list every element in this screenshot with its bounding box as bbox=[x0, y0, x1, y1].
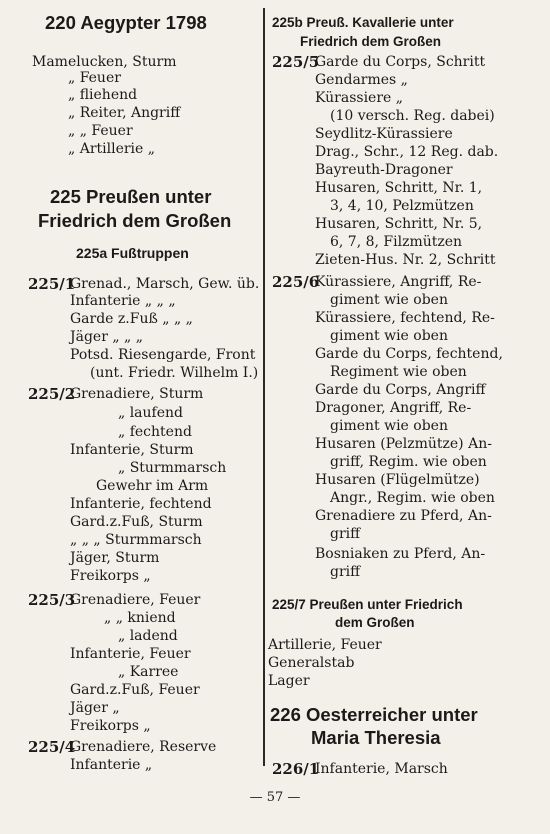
entry-line: 6, 7, 8, Filzmützen bbox=[330, 234, 463, 250]
entry-line: Freikorps „ bbox=[70, 568, 151, 584]
entry-line: „ laufend bbox=[118, 405, 183, 421]
entry-line: Regiment wie oben bbox=[330, 364, 467, 380]
entry-line: Seydlitz-Kürassiere bbox=[315, 126, 453, 142]
heading-226: 226 Oesterreicher unter bbox=[270, 704, 478, 725]
entry-line: Bosniaken zu Pferd, An- bbox=[315, 546, 486, 562]
entry-number: 226/1 bbox=[272, 760, 320, 778]
heading-225: 225 Preußen unter bbox=[50, 186, 212, 207]
entry-line: „ Artillerie „ bbox=[68, 141, 156, 157]
entry-line: Infanterie, Sturm bbox=[70, 442, 194, 458]
entry-line: Gard.z.Fuß, Feuer bbox=[70, 682, 200, 698]
entry-line: Gendarmes „ bbox=[315, 72, 408, 88]
entry-line: „ Sturmmarsch bbox=[118, 460, 227, 476]
entry-line: griff bbox=[330, 526, 361, 542]
entry-number: 225/2 bbox=[28, 385, 76, 403]
entry-number: 225/3 bbox=[28, 591, 76, 609]
entry-line: Artillerie, Feuer bbox=[268, 637, 382, 653]
entry-line: Gard.z.Fuß, Sturm bbox=[70, 514, 203, 530]
entry-line: Grenadiere, Sturm bbox=[70, 386, 204, 402]
entry-line: Garde z.Fuß „ „ „ bbox=[70, 311, 193, 327]
heading-226-line2: Maria Theresia bbox=[311, 727, 441, 748]
entry-number: 225/1 bbox=[28, 275, 76, 293]
entry-line: (unt. Friedr. Wilhelm I.) bbox=[90, 365, 259, 381]
entry-line: „ ladend bbox=[118, 628, 178, 644]
entry-line: Jäger „ „ „ bbox=[70, 329, 144, 345]
entry-line: „ Reiter, Angriff bbox=[68, 105, 181, 121]
heading-225-line2: Friedrich dem Großen bbox=[38, 210, 232, 231]
heading-225b: 225b Preuß. Kavallerie unter bbox=[272, 15, 454, 30]
entry-line: Kürassiere „ bbox=[315, 90, 404, 106]
entry-line: Dragoner, Angriff, Re- bbox=[315, 400, 472, 416]
entry-line: Infanterie „ „ „ bbox=[70, 293, 176, 309]
heading-225-7: 225/7 Preußen unter Friedrich bbox=[272, 597, 463, 612]
entry-line: (10 versch. Reg. dabei) bbox=[330, 108, 495, 124]
entry-line: Infanterie „ bbox=[70, 757, 153, 773]
entry-line: „ Karree bbox=[118, 664, 179, 680]
entry-line: Husaren (Pelzmütze) An- bbox=[315, 436, 492, 452]
entry-line: Infanterie, fechtend bbox=[70, 496, 212, 512]
heading-225b-line2: Friedrich dem Großen bbox=[300, 34, 442, 49]
heading-225-7-line2: dem Großen bbox=[335, 615, 415, 630]
entry-line: „ „ kniend bbox=[104, 610, 176, 626]
entry-line: Kürassiere, fechtend, Re- bbox=[315, 310, 495, 326]
entry-line: „ Feuer bbox=[68, 70, 121, 86]
column-divider bbox=[263, 8, 265, 766]
entry-line: Angr., Regim. wie oben bbox=[330, 490, 495, 506]
entry-line: Mamelucken, Sturm bbox=[32, 54, 177, 70]
entry-line: Garde du Corps, Schritt bbox=[315, 54, 486, 70]
entry-line: „ „ „ Sturmmarsch bbox=[70, 532, 202, 548]
subheading-225a: 225a Fußtruppen bbox=[76, 245, 189, 261]
entry-line: Drag., Schr., 12 Reg. dab. bbox=[315, 144, 499, 160]
entry-line: Grenadiere, Feuer bbox=[70, 592, 201, 608]
entry-line: „ „ Feuer bbox=[68, 123, 133, 139]
entry-line: giment wie oben bbox=[330, 292, 448, 308]
entry-line: 3, 4, 10, Pelzmützen bbox=[330, 198, 474, 214]
entry-line: Grenad., Marsch, Gew. üb. bbox=[70, 276, 260, 292]
entry-line: Zieten-Hus. Nr. 2, Schritt bbox=[315, 252, 496, 268]
entry-line: Grenadiere zu Pferd, An- bbox=[315, 508, 492, 524]
entry-line: Generalstab bbox=[268, 655, 355, 671]
entry-line: griff bbox=[330, 564, 361, 580]
entry-line: Husaren, Schritt, Nr. 5, bbox=[315, 216, 483, 232]
entry-line: giment wie oben bbox=[330, 418, 448, 434]
entry-line: Kürassiere, Angriff, Re- bbox=[315, 274, 482, 290]
entry-line: Husaren (Flügelmütze) bbox=[315, 472, 480, 488]
entry-line: „ fliehend bbox=[68, 87, 138, 103]
entry-line: Freikorps „ bbox=[70, 718, 151, 734]
entry-line: Infanterie, Feuer bbox=[70, 646, 191, 662]
entry-line: griff, Regim. wie oben bbox=[330, 454, 487, 470]
entry-line: Jäger „ bbox=[70, 700, 120, 716]
entry-line: Lager bbox=[268, 673, 310, 689]
entry-number: 225/6 bbox=[272, 273, 320, 291]
entry-line: Bayreuth-Dragoner bbox=[315, 162, 453, 178]
entry-line: Jäger, Sturm bbox=[70, 550, 160, 566]
entry-line: Garde du Corps, fechtend, bbox=[315, 346, 503, 362]
entry-line: Potsd. Riesengarde, Front bbox=[70, 347, 256, 363]
heading-220: 220 Aegypter 1798 bbox=[45, 12, 207, 33]
entry-line: Gewehr im Arm bbox=[96, 478, 209, 494]
entry-line: giment wie oben bbox=[330, 328, 448, 344]
entry-line: „ fechtend bbox=[118, 424, 192, 440]
page-number: — 57 — bbox=[249, 790, 301, 805]
entry-number: 225/4 bbox=[28, 738, 76, 756]
entry-line: Garde du Corps, Angriff bbox=[315, 382, 486, 398]
entry-number: 225/5 bbox=[272, 53, 320, 71]
entry-line: Husaren, Schritt, Nr. 1, bbox=[315, 180, 483, 196]
entry-line: Grenadiere, Reserve bbox=[70, 739, 217, 755]
entry-line: Infanterie, Marsch bbox=[315, 761, 448, 777]
